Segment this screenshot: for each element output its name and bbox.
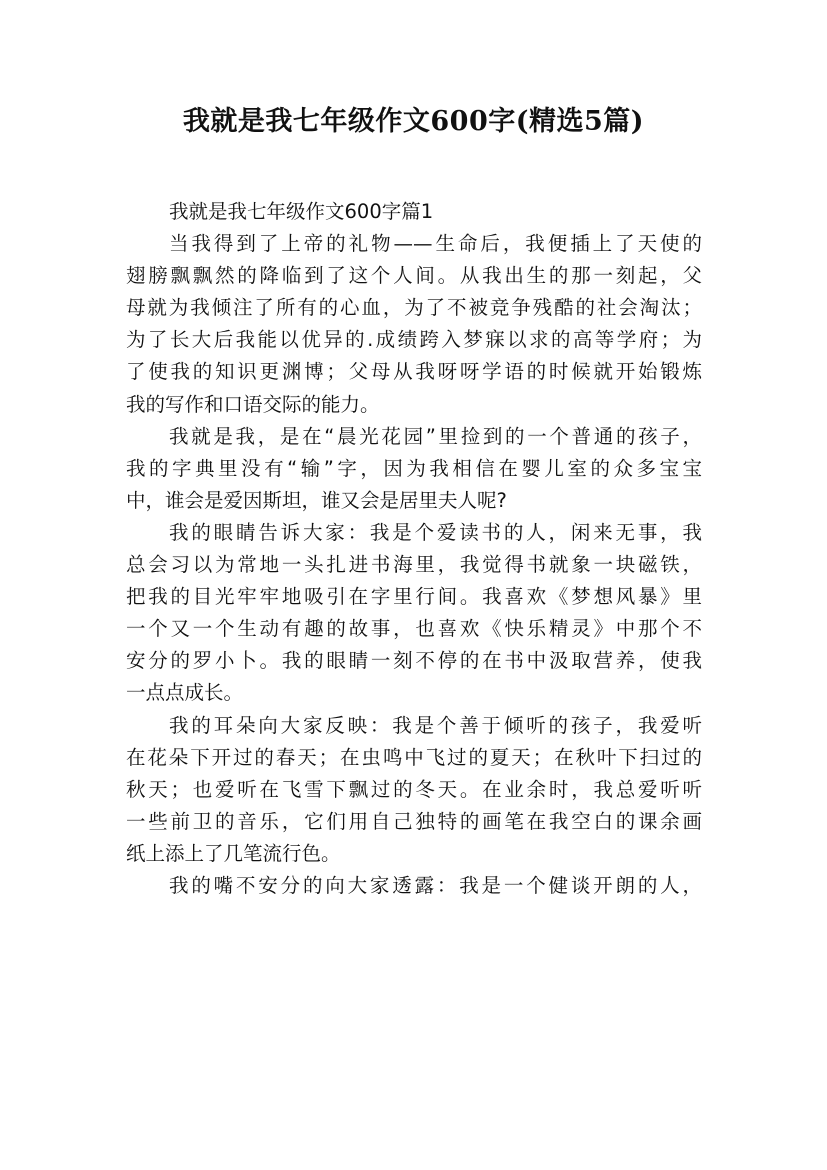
paragraph-line: 一些前卫的音乐，它们用自己独特的画笔在我空白的课余画 bbox=[126, 809, 702, 833]
paragraph-line: 总会习以为常地一头扎进书海里，我觉得书就象一块磁铁， bbox=[126, 553, 702, 577]
section-heading: 我就是我七年级作文600字篇1 bbox=[169, 200, 434, 223]
document-title: 我就是我七年级作文600字(精选5篇) bbox=[182, 106, 645, 137]
paragraph-line: 安分的罗小卜。我的眼睛一刻不停的在书中汲取营养，使我 bbox=[126, 649, 702, 673]
paragraph-line: 我的字典里没有“输”字，因为我相信在婴儿室的众多宝宝 bbox=[126, 456, 702, 480]
paragraph-line: 中，谁会是爱因斯坦，谁又会是居里夫人呢? bbox=[126, 488, 507, 512]
paragraph-line: 把我的目光牢牢地吸引在字里行间。我喜欢《梦想风暴》里 bbox=[126, 585, 702, 609]
paragraph-line: 一个又一个生动有趣的故事，也喜欢《快乐精灵》中那个不 bbox=[126, 617, 702, 641]
paragraph-line: 秋天；也爱听在飞雪下飘过的冬天。在业余时，我总爱听听 bbox=[126, 777, 702, 801]
paragraph-line: 我就是我，是在“晨光花园”里捡到的一个普通的孩子， bbox=[169, 424, 702, 448]
paragraph-line: 翅膀飘飘然的降临到了这个人间。从我出生的那一刻起，父 bbox=[126, 264, 702, 288]
paragraph-line: 一点点成长。 bbox=[126, 681, 244, 705]
paragraph-line: 我的写作和口语交际的能力。 bbox=[126, 392, 380, 416]
paragraph-line: 我的眼睛告诉大家：我是个爱读书的人，闲来无事，我 bbox=[169, 520, 702, 544]
paragraph-line: 在花朵下开过的春天；在虫鸣中飞过的夏天；在秋叶下扫过的 bbox=[126, 745, 702, 769]
paragraph-line: 纸上添上了几笔流行色。 bbox=[126, 841, 341, 865]
paragraph-line: 我的耳朵向大家反映：我是个善于倾听的孩子，我爱听 bbox=[169, 713, 702, 737]
paragraph-line: 母就为我倾注了所有的心血，为了不被竞争残酷的社会淘汰； bbox=[126, 296, 702, 320]
paragraph-line: 当我得到了上帝的礼物——生命后，我便插上了天使的 bbox=[169, 232, 702, 256]
paragraph-line: 了使我的知识更渊博；父母从我呀呀学语的时候就开始锻炼 bbox=[126, 360, 702, 384]
paragraph-line: 我的嘴不安分的向大家透露：我是一个健谈开朗的人， bbox=[169, 873, 702, 897]
document-body bbox=[126, 196, 702, 902]
paragraph-line: 为了长大后我能以优异的.成绩跨入梦寐以求的高等学府；为 bbox=[126, 328, 702, 352]
